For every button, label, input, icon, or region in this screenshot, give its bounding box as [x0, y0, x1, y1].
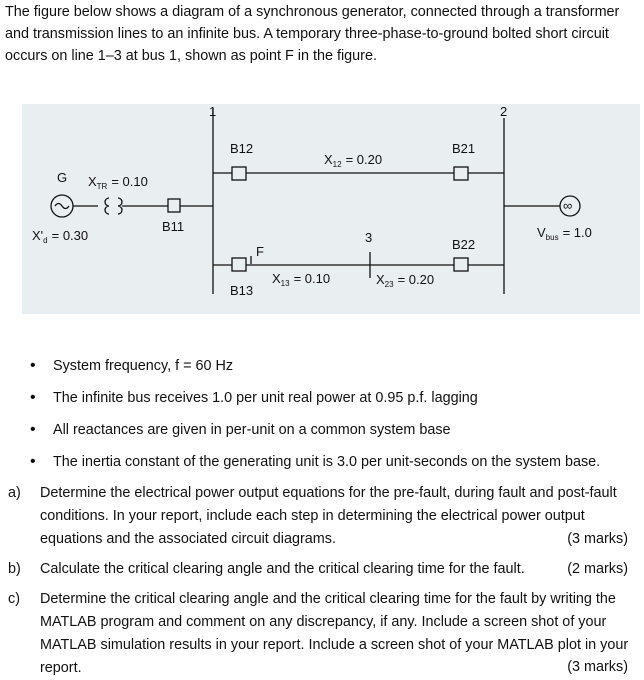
b12-label: B12: [230, 141, 254, 156]
question-b: [8, 558, 640, 581]
x23-label: $X_{23} = 0.20$: [376, 272, 435, 289]
list-item: • The infinite bus receives 1.0 per unit real power at 0.95 p.f. lagging: [30, 388, 640, 420]
fault-label: F: [256, 244, 264, 259]
b21-label: B21: [452, 141, 476, 156]
b22-label: B22: [452, 237, 476, 252]
intro-paragraph: The figure below shows a diagram of a synchronous generator, connected through a transformer and transmission lines to an infinite bus. A temporary three-phase-to-ground bolted short circuit occurs on line 1–3 at bus 1, shown as point F in the figure.: [5, 4, 620, 64]
question-a: [8, 482, 640, 551]
list-item: • All reactances are given in per-unit on a common system base: [30, 420, 640, 452]
x13-label: $X_{13} = 0.10$: [272, 271, 331, 288]
xtr-label: $X_{TR} = 0.10$: [88, 174, 148, 191]
list-item: • The inertia constant of the generating unit is 3.0 per unit-seconds on the system base.: [30, 452, 640, 484]
infinite-bus-icon: ∞: [563, 198, 573, 213]
given-data-list: [30, 356, 640, 484]
question-a-label: a): [8, 485, 21, 501]
xd-label: $X'_d = 0.30$: [32, 228, 89, 245]
question-c-marks: (3 marks): [567, 659, 628, 675]
b13-label: B13: [230, 283, 254, 298]
diagram-background: [22, 104, 640, 314]
bus-1-label: 1: [209, 104, 217, 119]
breaker-b12: [232, 167, 246, 180]
node-3-label: 3: [365, 230, 373, 245]
power-system-diagram: [22, 104, 640, 314]
question-a-marks: (3 marks): [567, 531, 628, 547]
question-a-text: Determine the electrical power output equations for the pre-fault, during fault and post-fault conditions. In your report, include each step in determining the electrical power output equations and the associated circuit diagrams.: [40, 485, 617, 547]
breaker-b21: [454, 167, 468, 180]
generator-label: G: [57, 170, 68, 185]
question-b-text: Calculate the critical clearing angle and the critical clearing time for the fault.: [40, 561, 525, 577]
question-c-text: Determine the critical clearing angle and the critical clearing time for the fault by writing the MATLAB program and comment on any discrepancy, if any. Include a screen shot of your MATLAB simulation results in your report. Include a screen shot of your MATLAB plot in your report.: [40, 591, 629, 676]
breaker-b13: [232, 258, 246, 271]
breaker-b11: [168, 199, 180, 212]
vbus-label: $V_{bus} = 1.0$: [537, 225, 592, 242]
b11-label: B11: [162, 219, 185, 234]
list-item: • System frequency, f = 60 Hz: [30, 356, 640, 388]
question-b-label: b): [8, 561, 21, 577]
question-c-label: c): [8, 591, 20, 607]
breaker-b22: [454, 258, 468, 271]
question-c: [8, 588, 640, 680]
question-b-marks: (2 marks): [567, 561, 628, 577]
bus-2-label: 2: [500, 104, 508, 119]
x12-label: $X_{12} = 0.20$: [324, 152, 383, 169]
